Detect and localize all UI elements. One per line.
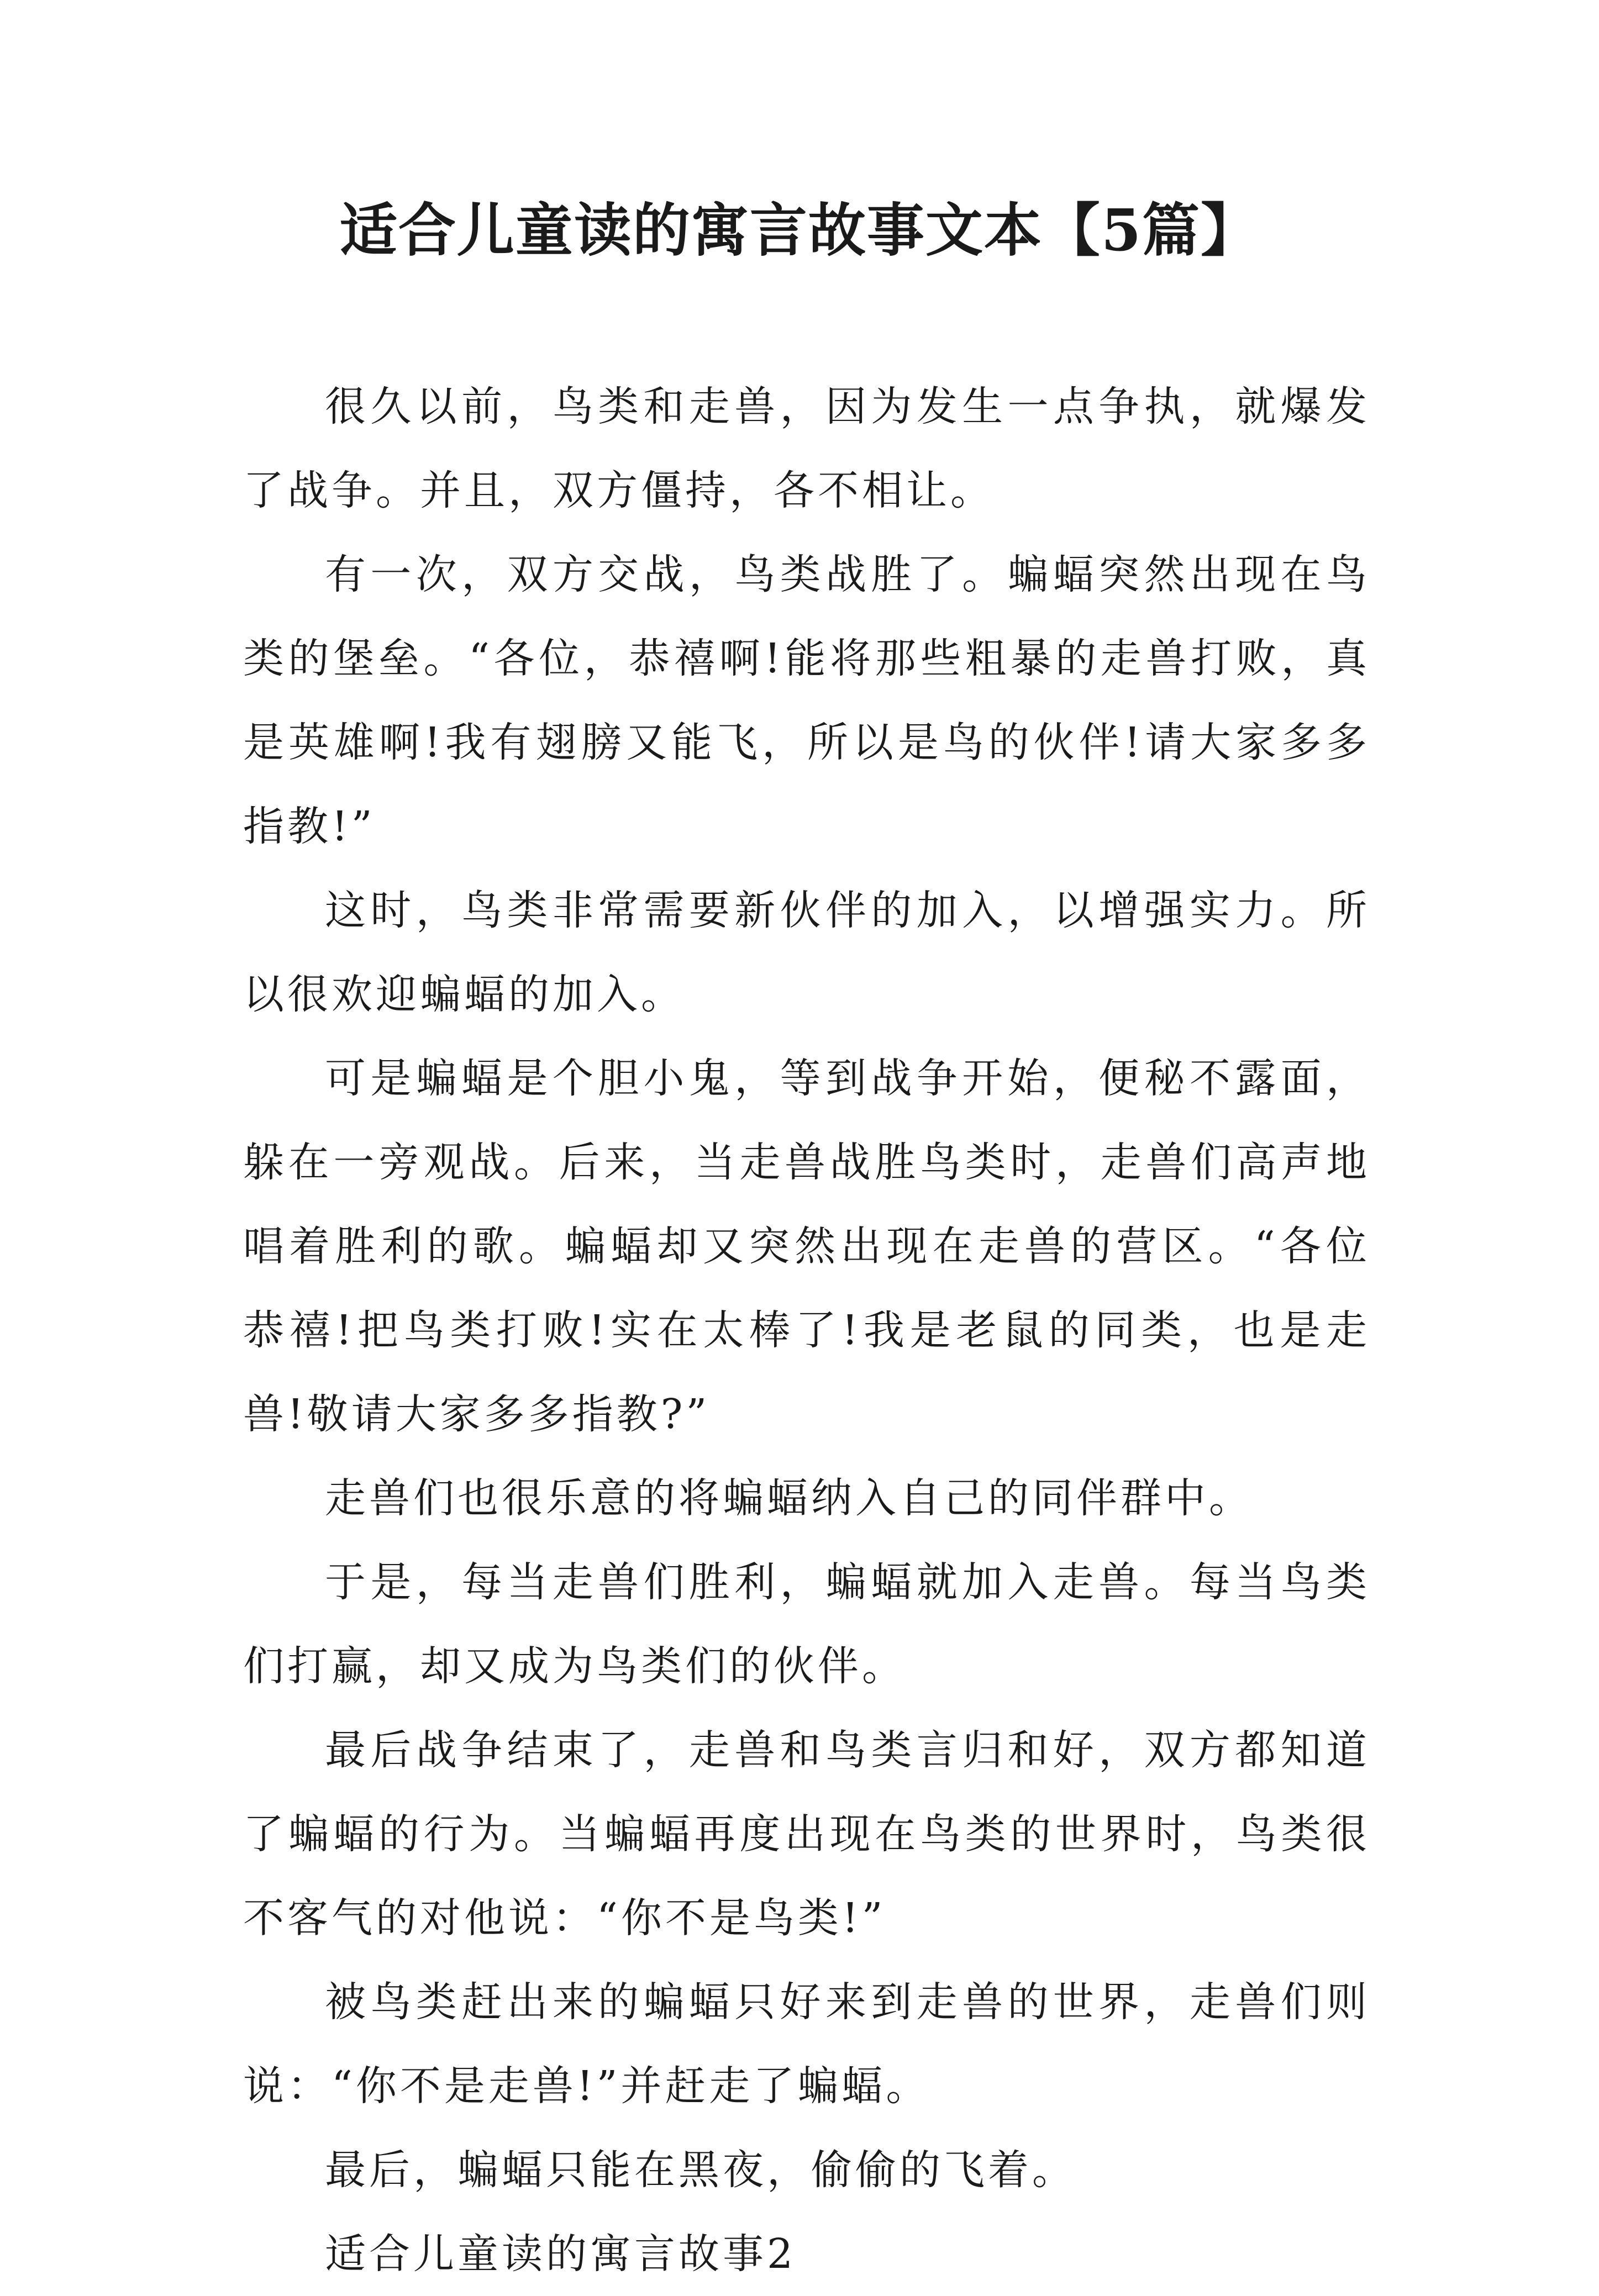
document-body: [243, 365, 1370, 2296]
paragraph: 于是，每当走兽们胜利，蝙蝠就加入走兽。每当鸟类们打赢，却又成为鸟类们的伙伴。: [243, 1558, 1370, 1690]
paragraph: 最后战争结束了，走兽和鸟类言归和好，双方都知道了蝙蝠的行为。当蝙蝠再度出现在鸟类的世界时，鸟类很不客气的对他说：“你不是鸟类!”: [243, 1726, 1370, 1942]
paragraph: 很久以前，鸟类和走兽，因为发生一点争执，就爆发了战争。并且，双方僵持，各不相让。: [243, 383, 1370, 514]
paragraph: 最后，蝙蝠只能在黑夜，偷偷的飞着。: [325, 2146, 1076, 2194]
document-title: 适合儿童读的寓言故事文本【5篇】: [339, 196, 1260, 264]
section-heading: 适合儿童读的寓言故事2: [325, 2230, 797, 2278]
paragraph: 可是蝙蝠是个胆小鬼，等到战争开始，便秘不露面，躲在一旁观战。后来，当走兽战胜鸟类时，走兽们高声地唱着胜利的歌。蝙蝠却又突然出现在走兽的营区。“各位恭禧!把鸟类打败!实在太棒了!我是老鼠的同类，也是走兽!敬请大家多多指教?”: [243, 1055, 1370, 1438]
paragraph: 被鸟类赶出来的蝙蝠只好来到走兽的世界，走兽们则说：“你不是走兽!”并赶走了蝙蝠。: [243, 1978, 1370, 2110]
paragraph: 这时，鸟类非常需要新伙伴的加入，以增强实力。所以很欢迎蝙蝠的加入。: [243, 887, 1370, 1018]
paragraph: 走兽们也很乐意的将蝙蝠纳入自己的同伴群中。: [325, 1475, 1253, 1522]
paragraph: 有一次，双方交战，鸟类战胜了。蝙蝠突然出现在鸟类的堡垒。“各位，恭禧啊!能将那些粗暴的走兽打败，真是英雄啊!我有翅膀又能飞，所以是鸟的伙伴!请大家多多指教!”: [243, 551, 1370, 850]
